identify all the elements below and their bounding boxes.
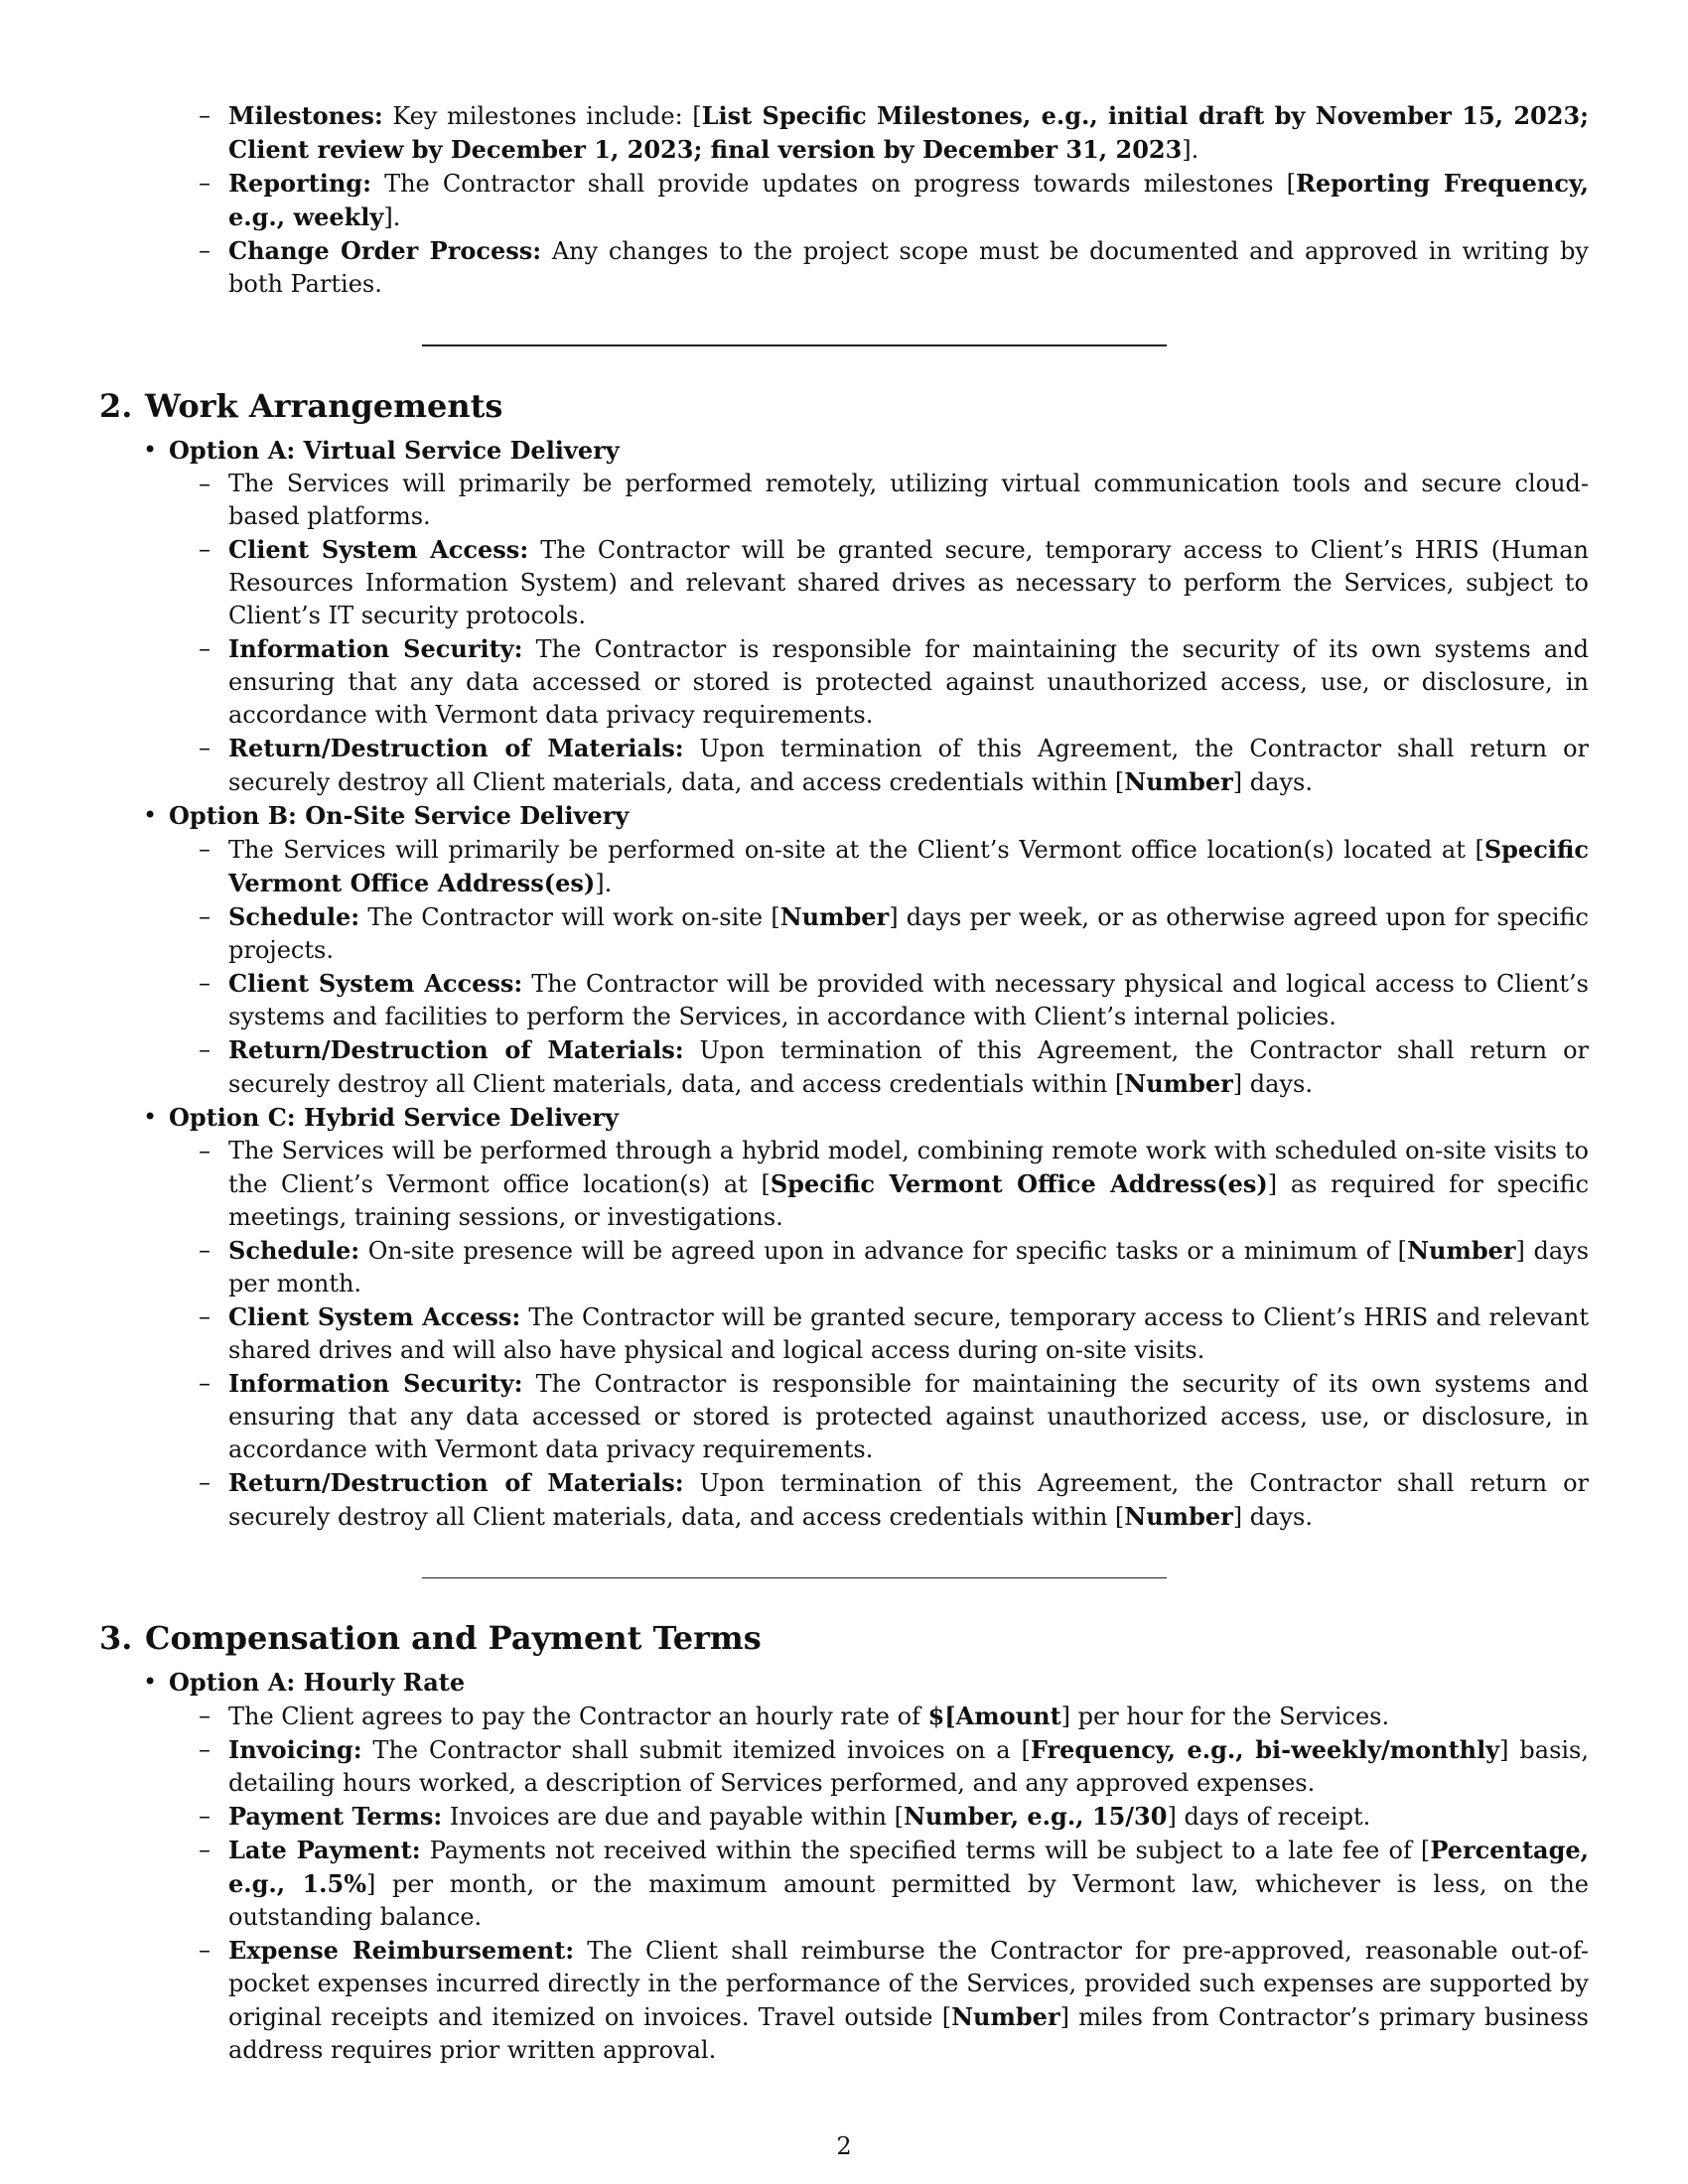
- item-text: Any changes to the project scope must be documented and approved in writing by both Parties.: [228, 237, 1589, 298]
- placeholder-text: Number: [1124, 1069, 1233, 1098]
- item-text: The Contractor shall provide updates on progress towards milestones [: [370, 170, 1296, 198]
- section-heading-work-arrangements: [99, 386, 1589, 426]
- placeholder-text: List Specific Milestones, e.g., initial draft by November 15, 2023; Client review by December 1, 2023; final version by December 31, 2023: [228, 101, 1590, 164]
- item-text: The Services will be performed through a hybrid model, combining remote work with scheduled on-site visits to the Client’s Vermont office location(s) at [: [228, 1137, 1589, 1198]
- list-item: [228, 1466, 1589, 1534]
- option-title: Option A: Virtual Service Delivery: [169, 436, 620, 465]
- item-label: Expense Reimbursement:: [228, 1936, 575, 1965]
- item-text: The Services will primarily be performed on-site at the Client’s Vermont office location(s) located at [: [228, 836, 1484, 864]
- list-item: [228, 1300, 1589, 1367]
- item-label: Client System Access:: [228, 1302, 521, 1331]
- option-c-items: [169, 1135, 1589, 1534]
- placeholder-text: Number: [779, 902, 890, 931]
- item-text: The Contractor will be provided with necessary physical and logical access to Client’s systems and facilities to perform the Services, in accordance with Client’s internal policies.: [228, 970, 1589, 1030]
- item-label: Payment Terms:: [228, 1802, 443, 1831]
- item-label: Client System Access:: [228, 535, 529, 564]
- placeholder-text: $[Amount: [927, 1702, 1061, 1730]
- list-item: [228, 1135, 1589, 1234]
- list-item: [228, 1367, 1589, 1466]
- page-number: 2: [836, 2132, 852, 2160]
- item-tail: ].: [595, 870, 613, 897]
- list-item: [228, 967, 1589, 1033]
- option-c-hybrid: [169, 1101, 1589, 1534]
- item-label: Information Security:: [228, 634, 523, 663]
- item-text: The Client agrees to pay the Contractor an hourly rate of: [228, 1703, 928, 1730]
- item-text: Payments not received within the specified terms will be subject to a late fee of [: [420, 1837, 1431, 1864]
- list-item: [228, 1934, 1589, 2067]
- item-tail: ].: [383, 204, 401, 231]
- section-title: Work Arrangements: [145, 387, 503, 425]
- item-text: The Contractor will be granted secure, temporary access to Client’s HRIS and relevant shared drives and will also have physical and logical access during on-site visits.: [228, 1303, 1590, 1364]
- item-tail: ].: [1182, 136, 1199, 164]
- item-label: Client System Access:: [228, 969, 523, 998]
- option-a-items: [169, 468, 1589, 799]
- option-a-hourly: [169, 1666, 1589, 2067]
- list-item: [228, 632, 1589, 732]
- option-a-hourly-items: [169, 1700, 1589, 2067]
- item-text: Invoices are due and payable within [: [442, 1803, 904, 1831]
- item-label: Return/Destruction of Materials:: [228, 734, 684, 762]
- item-tail: ] per hour for the Services.: [1060, 1703, 1390, 1730]
- item-label: Invoicing:: [228, 1735, 362, 1764]
- item-tail: ] as required for specific meetings, training sessions, or investigations.: [228, 1170, 1590, 1231]
- option-b-onsite: [169, 799, 1589, 1101]
- item-label: Information Security:: [228, 1369, 523, 1398]
- placeholder-text: Specific Vermont Office Address(es): [228, 835, 1589, 897]
- list-item: [228, 1234, 1589, 1300]
- placeholder-text: Percentage, e.g., 1.5%: [228, 1836, 1590, 1898]
- item-text: The Services will primarily be performed remotely, utilizing virtual communication tools and secure cloud-based platforms.: [228, 470, 1589, 530]
- placeholder-text: Number: [1124, 767, 1233, 796]
- placeholder-text: Number: [1407, 1236, 1516, 1265]
- item-tail: ] per month, or the maximum amount permitted by Vermont law, whichever is less, on the outstanding balance.: [228, 1870, 1590, 1931]
- list-item: [228, 1033, 1589, 1101]
- item-text: Upon termination of this Agreement, the Contractor shall return or securely destroy all Client materials, data, and access credentials within [: [228, 1469, 1589, 1531]
- list-item: [228, 1700, 1589, 1733]
- list-item-milestones: [228, 99, 1589, 167]
- list-item-change-order: [228, 234, 1589, 301]
- horizontal-rule: [422, 344, 1167, 346]
- item-label: Return/Destruction of Materials:: [228, 1468, 684, 1497]
- document-page: [99, 99, 1589, 2067]
- item-text: Upon termination of this Agreement, the Contractor shall return or securely destroy all Client materials, data, and access credentials within [: [228, 1036, 1589, 1098]
- placeholder-text: Specific Vermont Office Address(es): [770, 1169, 1268, 1198]
- item-label: Change Order Process:: [228, 236, 542, 265]
- list-item: [228, 732, 1589, 799]
- item-tail: ] days.: [1232, 1503, 1313, 1531]
- item-text: The Contractor shall submit itemized invoices on a [: [361, 1736, 1031, 1764]
- list-item: [228, 1800, 1589, 1834]
- list-item: [228, 468, 1589, 533]
- item-text: On-site presence will be agreed upon in advance for specific tasks or a minimum of [: [359, 1237, 1408, 1265]
- option-a-virtual: [169, 434, 1589, 799]
- item-tail: ] days.: [1232, 768, 1313, 796]
- section-number: 2.: [99, 387, 133, 425]
- list-item: [228, 533, 1589, 632]
- work-arrangements-options: [99, 434, 1589, 1534]
- item-tail: ] days per month.: [228, 1237, 1590, 1297]
- placeholder-text: Frequency, e.g., bi-weekly/monthly: [1030, 1735, 1500, 1764]
- option-title: Option A: Hourly Rate: [169, 1668, 466, 1697]
- item-tail: ] basis, detailing hours worked, a description of Services performed, and any approved expenses.: [228, 1736, 1589, 1797]
- compensation-options: [99, 1666, 1589, 2067]
- section1-continuation-list: [99, 99, 1589, 301]
- item-label: Schedule:: [228, 902, 360, 931]
- item-text: Key milestones include: [: [382, 102, 702, 130]
- item-label: Milestones:: [228, 101, 383, 130]
- item-text: The Contractor will be granted secure, temporary access to Client’s HRIS (Human Resources Information System) and relevant shared drives as necessary to perform the Services, subject to Client’s IT security protocols.: [228, 536, 1590, 629]
- section-title: Compensation and Payment Terms: [145, 1619, 762, 1657]
- item-text: The Contractor is responsible for maintaining the security of its own systems and ensuring that any data accessed or stored is protected against unauthorized access, use, or disclosure, in accordance with Vermont data privacy requirements.: [228, 1370, 1589, 1463]
- item-label: Late Payment:: [228, 1836, 421, 1864]
- item-label: Return/Destruction of Materials:: [228, 1035, 684, 1064]
- option-title: Option B: On-Site Service Delivery: [169, 801, 630, 830]
- list-item: [228, 833, 1589, 900]
- horizontal-rule: [422, 1577, 1167, 1578]
- list-item: [228, 1733, 1589, 1800]
- list-item-reporting: [228, 167, 1589, 234]
- item-tail: ] miles from Contractor’s primary business address requires prior written approval.: [228, 2003, 1590, 2064]
- item-tail: ] days of receipt.: [1167, 1803, 1371, 1831]
- item-tail: ] days per week, or as otherwise agreed upon for specific projects.: [228, 903, 1589, 964]
- list-item: [228, 900, 1589, 967]
- item-tail: ] days.: [1232, 1070, 1313, 1098]
- section-heading-compensation: [99, 1618, 1589, 1658]
- option-title: Option C: Hybrid Service Delivery: [169, 1103, 619, 1132]
- list-item: [228, 1834, 1589, 1934]
- option-b-items: [169, 833, 1589, 1101]
- item-text: The Contractor is responsible for maintaining the security of its own systems and ensuring that any data accessed or stored is protected against unauthorized access, use, or disclosure, in accordance with Vermont data privacy requirements.: [228, 635, 1589, 729]
- item-text: The Contractor will work on-site [: [359, 903, 780, 931]
- section-number: 3.: [99, 1619, 133, 1657]
- item-text: Upon termination of this Agreement, the Contractor shall return or securely destroy all Client materials, data, and access credentials within [: [228, 735, 1589, 796]
- placeholder-text: Number: [1124, 1502, 1233, 1531]
- item-label: Reporting:: [228, 169, 371, 198]
- placeholder-text: Number, e.g., 15/30: [903, 1802, 1168, 1831]
- placeholder-text: Number: [951, 2002, 1060, 2031]
- item-label: Schedule:: [228, 1236, 360, 1265]
- placeholder-text: Reporting Frequency, e.g., weekly: [228, 169, 1590, 231]
- item-text: The Client shall reimburse the Contractor for pre-approved, reasonable out-of-pocket expenses incurred directly in the performance of the Services, provided such expenses are supported by original receipts and itemized on invoices. Travel outside [: [228, 1937, 1589, 2031]
